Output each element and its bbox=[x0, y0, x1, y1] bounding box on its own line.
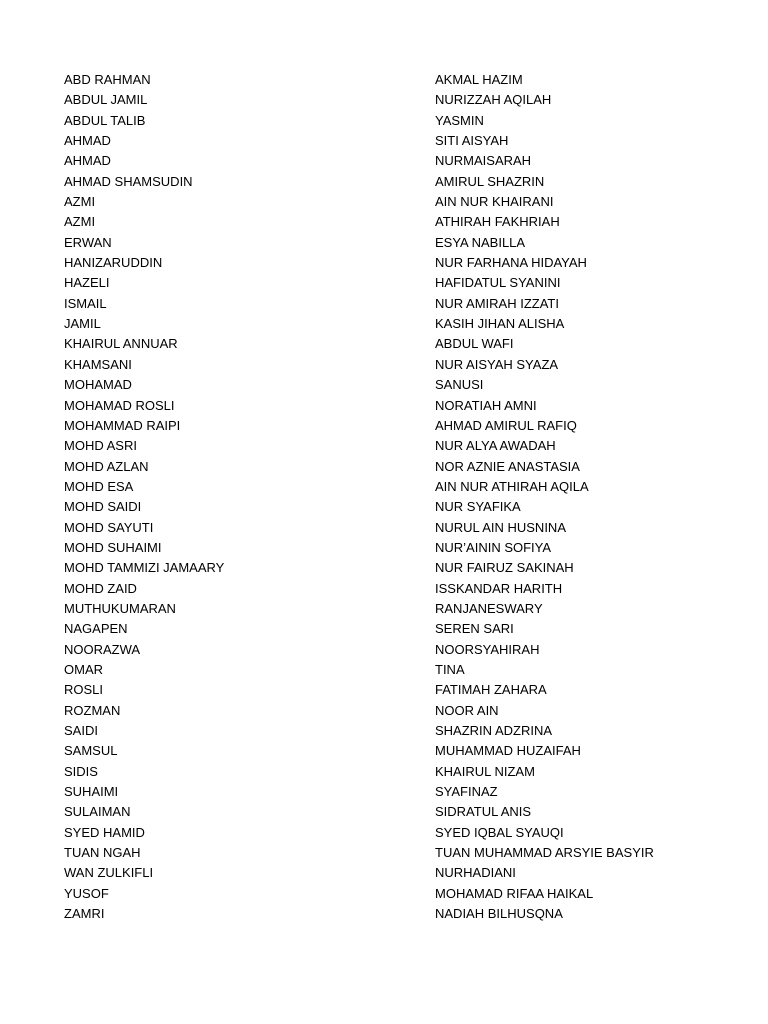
name-entry: MOHD SAYUTI bbox=[64, 519, 154, 535]
name-entry: MOHD SUHAIMI bbox=[64, 539, 162, 555]
name-entry: SYED HAMID bbox=[64, 824, 145, 840]
name-entry: YUSOF bbox=[64, 885, 109, 901]
name-entry: AHMAD AMIRUL RAFIQ bbox=[435, 417, 577, 433]
name-entry: HAFIDATUL SYANINI bbox=[435, 275, 561, 291]
name-entry: SYAFINAZ bbox=[435, 784, 498, 800]
name-entry: NORATIAH AMNI bbox=[435, 397, 537, 413]
name-entry: MUTHUKUMARAN bbox=[64, 600, 176, 616]
left-name-column bbox=[64, 70, 404, 924]
name-entry: MOHAMAD bbox=[64, 377, 132, 393]
name-entry: NADIAH BILHUSQNA bbox=[435, 906, 563, 922]
name-entry: SIDIS bbox=[64, 763, 98, 779]
name-entry: AHMAD SHAMSUDIN bbox=[64, 173, 193, 189]
name-entry: HAZELI bbox=[64, 275, 110, 291]
name-entry: AIN NUR ATHIRAH AQILA bbox=[435, 478, 589, 494]
name-entry: NUR FAIRUZ SAKINAH bbox=[435, 560, 574, 576]
name-entry: MOHD ZAID bbox=[64, 580, 137, 596]
name-entry: AIN NUR KHAIRANI bbox=[435, 194, 554, 210]
name-entry: MOHD ASRI bbox=[64, 438, 137, 454]
name-entry: ISSKANDAR HARITH bbox=[435, 580, 563, 596]
name-entry: NURHADIANI bbox=[435, 865, 516, 881]
name-entry: NURMAISARAH bbox=[435, 153, 532, 169]
name-entry: MOHD ESA bbox=[64, 478, 134, 494]
name-entry: MOHAMAD RIFAA HAIKAL bbox=[435, 885, 594, 901]
name-entry: MUHAMMAD HUZAIFAH bbox=[435, 743, 581, 759]
name-entry: YASMIN bbox=[435, 112, 484, 128]
name-entry: ZAMRI bbox=[64, 906, 105, 922]
name-entry: NUR FARHANA HIDAYAH bbox=[435, 255, 587, 271]
name-entry: NOORSYAHIRAH bbox=[435, 641, 540, 657]
name-entry: SYED IQBAL SYAUQI bbox=[435, 824, 564, 840]
name-entry: NUR ALYA AWADAH bbox=[435, 438, 556, 454]
name-entry: SULAIMAN bbox=[64, 804, 131, 820]
name-entry: NURIZZAH AQILAH bbox=[435, 92, 552, 108]
name-entry: NOORAZWA bbox=[64, 641, 141, 657]
name-entry: AKMAL HAZIM bbox=[435, 72, 523, 87]
name-entry: SHAZRIN ADZRINA bbox=[435, 723, 553, 738]
name-entry: SUHAIMI bbox=[64, 784, 119, 800]
name-entry: TUAN NGAH bbox=[64, 845, 141, 861]
name-entry: AZMI bbox=[64, 194, 96, 210]
name-entry: TUAN MUHAMMAD ARSYIE BASYIR bbox=[435, 845, 654, 861]
name-entry: SEREN SARI bbox=[435, 621, 514, 637]
name-entry: WAN ZULKIFLI bbox=[64, 865, 154, 881]
name-entry: ABD RAHMAN bbox=[64, 72, 151, 87]
name-entry: ABDUL JAMIL bbox=[64, 92, 148, 108]
name-entry: OMAR bbox=[64, 661, 103, 677]
name-entry: NUR AMIRAH IZZATI bbox=[435, 295, 559, 311]
name-entry: SAMSUL bbox=[64, 743, 118, 759]
name-entry: ROZMAN bbox=[64, 702, 121, 718]
name-entry: AMIRUL SHAZRIN bbox=[435, 173, 545, 189]
name-entry: SAIDI bbox=[64, 723, 98, 738]
name-entry: SITI AISYAH bbox=[435, 133, 509, 149]
name-entry: MOHD TAMMIZI JAMAARY bbox=[64, 560, 225, 576]
name-entry: NUR SYAFIKA bbox=[435, 499, 521, 515]
name-entry: ISMAIL bbox=[64, 295, 107, 311]
name-entry: SIDRATUL ANIS bbox=[435, 804, 532, 820]
name-entry: AZMI bbox=[64, 214, 96, 230]
name-entry: NAGAPEN bbox=[64, 621, 128, 637]
name-entry: MOHAMMAD RAIPI bbox=[64, 417, 181, 433]
name-entry: TINA bbox=[435, 661, 465, 677]
name-entry: KHAIRUL ANNUAR bbox=[64, 336, 178, 352]
name-entry: AHMAD bbox=[64, 153, 111, 169]
name-entry: NOOR AIN bbox=[435, 702, 499, 718]
name-entry: ABDUL WAFI bbox=[435, 336, 514, 352]
name-entry: HANIZARUDDIN bbox=[64, 255, 163, 271]
name-entry: ESYA NABILLA bbox=[435, 234, 526, 250]
name-entry: NUR’AININ SOFIYA bbox=[435, 539, 552, 555]
name-entry: JAMIL bbox=[64, 316, 101, 332]
name-entry: ERWAN bbox=[64, 234, 112, 250]
name-entry: SANUSI bbox=[435, 377, 484, 393]
name-entry: KASIH JIHAN ALISHA bbox=[435, 316, 565, 332]
name-entry: MOHAMAD ROSLI bbox=[64, 397, 175, 413]
name-entry: ATHIRAH FAKHRIAH bbox=[435, 214, 560, 230]
name-entry: NURUL AIN HUSNINA bbox=[435, 519, 566, 535]
name-entry: KHAIRUL NIZAM bbox=[435, 763, 535, 779]
name-entry: NOR AZNIE ANASTASIA bbox=[435, 458, 580, 474]
name-entry: AHMAD bbox=[64, 133, 111, 149]
name-entry: MOHD SAIDI bbox=[64, 499, 142, 515]
name-entry: KHAMSANI bbox=[64, 356, 132, 372]
name-entry: ABDUL TALIB bbox=[64, 112, 146, 128]
name-entry: MOHD AZLAN bbox=[64, 458, 149, 474]
name-entry: FATIMAH ZAHARA bbox=[435, 682, 547, 698]
right-name-column bbox=[435, 70, 755, 924]
name-entry: RANJANESWARY bbox=[435, 600, 543, 616]
name-entry: NUR AISYAH SYAZA bbox=[435, 356, 559, 372]
name-entry: ROSLI bbox=[64, 682, 104, 698]
